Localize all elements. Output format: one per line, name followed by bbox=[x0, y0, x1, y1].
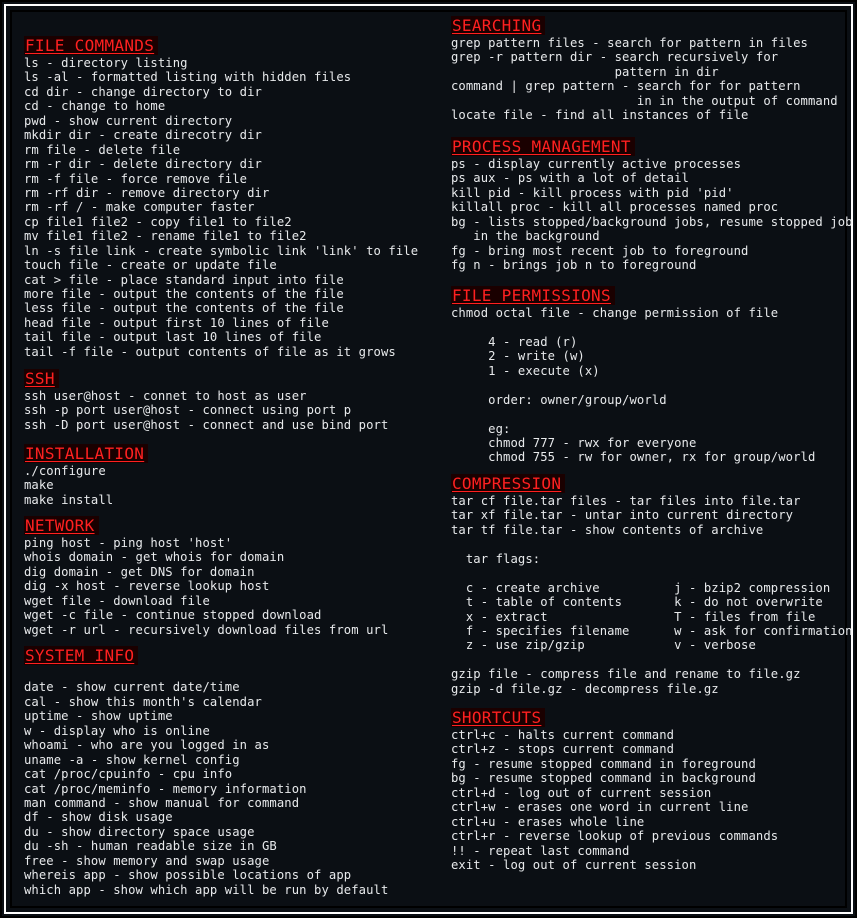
file-permissions-line: chmod octal file - change permission of file bbox=[451, 306, 779, 320]
compression-line: tar flags: bbox=[451, 551, 541, 566]
system-info-line bbox=[24, 666, 388, 680]
shortcuts-line: exit - log out of current session bbox=[451, 857, 697, 872]
system-info-line: cat /proc/cpuinfo - cpu info bbox=[24, 767, 233, 782]
system-info-line: du - show directory space usage bbox=[24, 824, 255, 839]
file-commands-line: less file - output the contents of the file bbox=[24, 301, 344, 316]
compression-line: tar tf file.tar - show contents of archive bbox=[451, 522, 764, 537]
process-management-line: fg - bring most recent job to foreground bbox=[451, 243, 749, 258]
left-column bbox=[24, 2, 419, 897]
searching-line: in in the output of command bbox=[451, 93, 838, 108]
file-commands-line: touch file - create or update file bbox=[24, 258, 277, 273]
ssh-line: ssh -D port user@host - connect and use bind port bbox=[24, 417, 389, 432]
shortcuts-line: ctrl+w - erases one word in current line bbox=[451, 800, 749, 815]
network-line: wget -c file - continue stopped download bbox=[24, 608, 322, 623]
file-permissions-line bbox=[451, 407, 815, 421]
section-system-info bbox=[24, 646, 388, 897]
compression-line: tar xf file.tar - untar into current directory bbox=[451, 508, 794, 523]
process-management-line: ps - display currently active processes bbox=[451, 157, 742, 171]
searching-heading: SEARCHING bbox=[451, 16, 545, 35]
process-management-heading: PROCESS MANAGEMENT bbox=[451, 137, 635, 156]
system-info-line: cat /proc/meminfo - memory information bbox=[24, 781, 307, 796]
compression-line: tar cf file.tar files - tar files into file.tar bbox=[451, 494, 801, 508]
compression-line bbox=[451, 653, 853, 667]
compression-line: x - extract T - files from file bbox=[451, 609, 816, 624]
searching-line: grep -r pattern dir - search recursively for bbox=[451, 50, 779, 65]
file-permissions-line: 2 - write (w) bbox=[451, 349, 585, 364]
file-commands-line: pwd - show current directory bbox=[24, 113, 233, 128]
file-permissions-line: 4 - read (r) bbox=[451, 334, 578, 349]
file-commands-line: head file - output first 10 lines of file bbox=[24, 315, 329, 330]
file-commands-heading: FILE COMMANDS bbox=[24, 36, 158, 55]
section-process-management bbox=[451, 137, 853, 273]
network-line: wget file - download file bbox=[24, 593, 210, 608]
shortcuts-line: ctrl+z - stops current command bbox=[451, 742, 675, 757]
system-info-line: uptime - show uptime bbox=[24, 709, 173, 724]
file-commands-line: rm -rf dir - remove directory dir bbox=[24, 185, 270, 200]
compression-line bbox=[451, 566, 853, 580]
ssh-line: ssh user@host - connet to host as user bbox=[24, 389, 307, 403]
system-info-line: whereis app - show possible locations of app bbox=[24, 868, 352, 883]
searching-line: grep pattern files - search for pattern in files bbox=[451, 36, 808, 50]
network-line: dig domain - get DNS for domain bbox=[24, 564, 255, 579]
compression-line: gzip -d file.gz - decompress file.gz bbox=[451, 681, 719, 696]
installation-line: make bbox=[24, 478, 54, 493]
process-management-line: killall proc - kill all processes named proc bbox=[451, 200, 779, 215]
file-commands-line: rm -r dir - delete directory dir bbox=[24, 157, 262, 172]
system-info-line: free - show memory and swap usage bbox=[24, 853, 270, 868]
installation-line: make install bbox=[24, 492, 114, 507]
searching-line: locate file - find all instances of file bbox=[451, 108, 749, 123]
shortcuts-line: fg - resume stopped command in foreground bbox=[451, 756, 756, 771]
shortcuts-line: !! - repeat last command bbox=[451, 843, 630, 858]
section-searching bbox=[451, 16, 838, 123]
ssh-heading: SSH bbox=[24, 369, 59, 388]
file-commands-line: ls - directory listing bbox=[24, 56, 188, 70]
section-shortcuts bbox=[451, 708, 778, 872]
section-file-permissions bbox=[451, 286, 815, 465]
file-commands-line: cat > file - place standard input into file bbox=[24, 272, 344, 287]
compression-line: c - create archive j - bzip2 compression bbox=[451, 580, 831, 595]
file-permissions-line: eg: bbox=[451, 421, 511, 436]
compression-line: t - table of contents k - do not overwrite bbox=[451, 595, 823, 610]
file-commands-line: rm file - delete file bbox=[24, 142, 181, 157]
file-commands-line: cp file1 file2 - copy file1 to file2 bbox=[24, 214, 292, 229]
process-management-line: ps aux - ps with a lot of detail bbox=[451, 171, 689, 186]
shortcuts-line: bg - resume stopped command in background bbox=[451, 771, 756, 786]
system-info-line: date - show current date/time bbox=[24, 680, 240, 695]
installation-line: ./configure bbox=[24, 464, 106, 478]
file-commands-line: tail -f file - output contents of file as it grows bbox=[24, 344, 396, 359]
file-commands-line: cd dir - change directory to dir bbox=[24, 84, 262, 99]
shortcuts-line: ctrl+r - reverse lookup of previous commands bbox=[451, 829, 779, 844]
file-commands-line: mkdir dir - create direcotry dir bbox=[24, 128, 262, 143]
system-info-line: man command - show manual for command bbox=[24, 795, 300, 810]
compression-line: z - use zip/gzip v - verbose bbox=[451, 638, 756, 653]
right-column bbox=[451, 2, 853, 872]
system-info-line: whoami - who are you logged in as bbox=[24, 738, 270, 753]
file-commands-line: more file - output the contents of the file bbox=[24, 287, 344, 301]
file-commands-line: mv file1 file2 - rename file1 to file2 bbox=[24, 229, 307, 244]
system-info-line: df - show disk usage bbox=[24, 810, 173, 825]
file-commands-line: ln -s file link - create symbolic link 'link' to file bbox=[24, 243, 419, 258]
network-heading: NETWORK bbox=[24, 516, 99, 535]
section-compression bbox=[451, 474, 853, 696]
system-info-line: cal - show this month's calendar bbox=[24, 694, 262, 709]
file-permissions-line: order: owner/group/world bbox=[451, 392, 667, 407]
section-ssh bbox=[24, 369, 388, 432]
file-permissions-line bbox=[451, 320, 815, 334]
network-line: dig -x host - reverse lookup host bbox=[24, 579, 270, 594]
network-line: whois domain - get whois for domain bbox=[24, 550, 285, 565]
network-line: wget -r url - recursively download files from url bbox=[24, 622, 389, 637]
file-permissions-line: chmod 777 - rwx for everyone bbox=[451, 435, 697, 450]
file-permissions-heading: FILE PERMISSIONS bbox=[451, 286, 615, 305]
file-permissions-line: 1 - execute (x) bbox=[451, 363, 600, 378]
process-management-line: in the background bbox=[451, 229, 600, 244]
shortcuts-heading: SHORTCUTS bbox=[451, 708, 545, 727]
file-commands-line: cd - change to home bbox=[24, 99, 166, 114]
file-commands-line: tail file - output last 10 lines of file bbox=[24, 330, 322, 345]
compression-line bbox=[451, 537, 853, 551]
system-info-line: uname -a - show kernel config bbox=[24, 752, 240, 767]
compression-heading: COMPRESSION bbox=[451, 474, 565, 493]
section-installation bbox=[24, 444, 148, 507]
system-info-heading: SYSTEM INFO bbox=[24, 646, 138, 665]
system-info-line: which app - show which app will be run by default bbox=[24, 882, 389, 897]
shortcuts-line: ctrl+d - log out of current session bbox=[451, 785, 712, 800]
process-management-line: kill pid - kill process with pid 'pid' bbox=[451, 185, 734, 200]
shortcuts-line: ctrl+c - halts current command bbox=[451, 728, 675, 742]
file-commands-line: ls -al - formatted listing with hidden files bbox=[24, 70, 352, 85]
installation-heading: INSTALLATION bbox=[24, 444, 148, 463]
file-commands-line: rm -f file - force remove file bbox=[24, 171, 248, 186]
section-network bbox=[24, 516, 388, 637]
compression-line: f - specifies filename w - ask for confirmation bbox=[451, 623, 853, 638]
ssh-line: ssh -p port user@host - connect using port p bbox=[24, 403, 352, 418]
network-line: ping host - ping host 'host' bbox=[24, 536, 233, 550]
process-management-line: bg - lists stopped/background jobs, resume stopped job bbox=[451, 214, 853, 229]
system-info-line: w - display who is online bbox=[24, 723, 210, 738]
file-commands-line: rm -rf / - make computer faster bbox=[24, 200, 255, 215]
searching-line: command | grep pattern - search for for pattern bbox=[451, 79, 801, 94]
section-file-commands bbox=[24, 36, 418, 359]
searching-line: pattern in dir bbox=[451, 64, 719, 79]
file-permissions-line: chmod 755 - rw for owner, rx for group/world bbox=[451, 450, 816, 465]
system-info-line: du -sh - human readable size in GB bbox=[24, 839, 277, 854]
compression-line: gzip file - compress file and rename to file.gz bbox=[451, 667, 801, 682]
file-permissions-line bbox=[451, 378, 815, 392]
shortcuts-line: ctrl+u - erases whole line bbox=[451, 814, 645, 829]
process-management-line: fg n - brings job n to foreground bbox=[451, 258, 697, 273]
